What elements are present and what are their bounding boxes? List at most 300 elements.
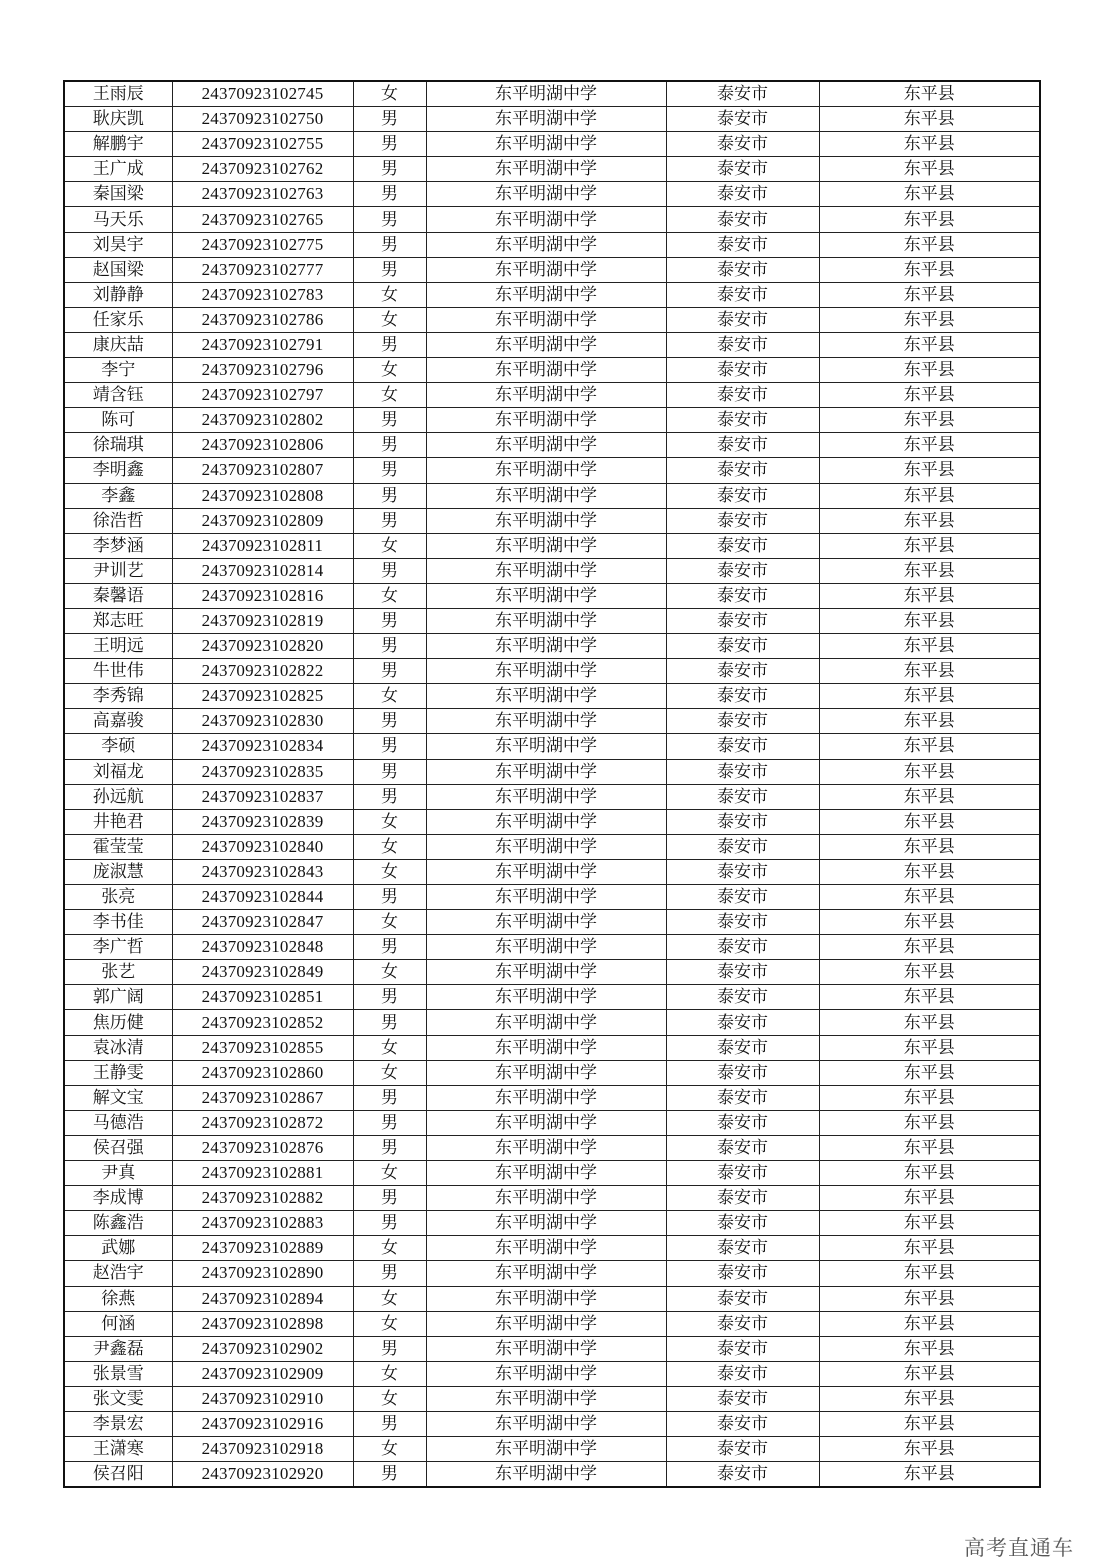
cell-school: 东平明湖中学 <box>426 809 666 834</box>
cell-gender: 男 <box>353 1135 426 1160</box>
cell-gender: 女 <box>353 1386 426 1411</box>
cell-county: 东平县 <box>819 1035 1040 1060</box>
table-row <box>64 383 1040 408</box>
cell-exam-id: 24370923102814 <box>172 558 353 583</box>
cell-county: 东平县 <box>819 734 1040 759</box>
table-row <box>64 634 1040 659</box>
cell-city: 泰安市 <box>666 458 819 483</box>
cell-gender: 男 <box>353 1336 426 1361</box>
cell-gender: 男 <box>353 458 426 483</box>
cell-exam-id: 24370923102796 <box>172 358 353 383</box>
cell-gender: 男 <box>353 784 426 809</box>
table-row <box>64 659 1040 684</box>
cell-city: 泰安市 <box>666 182 819 207</box>
cell-county: 东平县 <box>819 809 1040 834</box>
cell-name: 李明鑫 <box>64 458 172 483</box>
cell-name: 袁冰清 <box>64 1035 172 1060</box>
cell-gender: 女 <box>353 809 426 834</box>
table-row <box>64 81 1040 107</box>
cell-name: 李鑫 <box>64 483 172 508</box>
cell-county: 东平县 <box>819 910 1040 935</box>
cell-school: 东平明湖中学 <box>426 1135 666 1160</box>
cell-name: 王广成 <box>64 157 172 182</box>
cell-exam-id: 24370923102783 <box>172 282 353 307</box>
cell-exam-id: 24370923102822 <box>172 659 353 684</box>
cell-city: 泰安市 <box>666 1261 819 1286</box>
cell-name: 任家乐 <box>64 307 172 332</box>
cell-gender: 男 <box>353 433 426 458</box>
cell-county: 东平县 <box>819 1462 1040 1488</box>
table-row <box>64 1462 1040 1488</box>
cell-county: 东平县 <box>819 885 1040 910</box>
cell-county: 东平县 <box>819 282 1040 307</box>
cell-county: 东平县 <box>819 182 1040 207</box>
cell-name: 解鹏宇 <box>64 132 172 157</box>
cell-city: 泰安市 <box>666 1437 819 1462</box>
cell-exam-id: 24370923102765 <box>172 207 353 232</box>
table-row <box>64 1085 1040 1110</box>
cell-city: 泰安市 <box>666 910 819 935</box>
table-row <box>64 1186 1040 1211</box>
cell-school: 东平明湖中学 <box>426 659 666 684</box>
cell-exam-id: 24370923102867 <box>172 1085 353 1110</box>
cell-name: 李景宏 <box>64 1411 172 1436</box>
cell-name: 秦国梁 <box>64 182 172 207</box>
cell-exam-id: 24370923102806 <box>172 433 353 458</box>
cell-county: 东平县 <box>819 1437 1040 1462</box>
table-row <box>64 1286 1040 1311</box>
cell-school: 东平明湖中学 <box>426 1035 666 1060</box>
cell-name: 牛世伟 <box>64 659 172 684</box>
cell-exam-id: 24370923102835 <box>172 759 353 784</box>
cell-county: 东平县 <box>819 1411 1040 1436</box>
table-row <box>64 1110 1040 1135</box>
cell-gender: 女 <box>353 684 426 709</box>
cell-city: 泰安市 <box>666 784 819 809</box>
cell-exam-id: 24370923102755 <box>172 132 353 157</box>
cell-name: 马天乐 <box>64 207 172 232</box>
cell-exam-id: 24370923102811 <box>172 533 353 558</box>
cell-exam-id: 24370923102840 <box>172 834 353 859</box>
cell-exam-id: 24370923102825 <box>172 684 353 709</box>
cell-school: 东平明湖中学 <box>426 608 666 633</box>
cell-school: 东平明湖中学 <box>426 182 666 207</box>
cell-gender: 女 <box>353 1437 426 1462</box>
cell-city: 泰安市 <box>666 383 819 408</box>
cell-city: 泰安市 <box>666 960 819 985</box>
cell-name: 焦历健 <box>64 1010 172 1035</box>
cell-county: 东平县 <box>819 634 1040 659</box>
cell-school: 东平明湖中学 <box>426 232 666 257</box>
cell-school: 东平明湖中学 <box>426 1085 666 1110</box>
cell-school: 东平明湖中学 <box>426 885 666 910</box>
cell-city: 泰安市 <box>666 282 819 307</box>
cell-exam-id: 24370923102918 <box>172 1437 353 1462</box>
cell-name: 张文雯 <box>64 1386 172 1411</box>
table-row <box>64 960 1040 985</box>
table-row <box>64 157 1040 182</box>
cell-city: 泰安市 <box>666 307 819 332</box>
cell-gender: 女 <box>353 282 426 307</box>
cell-exam-id: 24370923102909 <box>172 1361 353 1386</box>
cell-gender: 女 <box>353 1361 426 1386</box>
cell-exam-id: 24370923102843 <box>172 859 353 884</box>
cell-city: 泰安市 <box>666 1411 819 1436</box>
cell-school: 东平明湖中学 <box>426 358 666 383</box>
cell-county: 东平县 <box>819 533 1040 558</box>
cell-county: 东平县 <box>819 1286 1040 1311</box>
cell-exam-id: 24370923102775 <box>172 232 353 257</box>
cell-school: 东平明湖中学 <box>426 332 666 357</box>
cell-city: 泰安市 <box>666 1135 819 1160</box>
cell-exam-id: 24370923102807 <box>172 458 353 483</box>
cell-exam-id: 24370923102872 <box>172 1110 353 1135</box>
cell-school: 东平明湖中学 <box>426 157 666 182</box>
cell-school: 东平明湖中学 <box>426 1060 666 1085</box>
table-row <box>64 910 1040 935</box>
cell-school: 东平明湖中学 <box>426 1010 666 1035</box>
table-row <box>64 1411 1040 1436</box>
cell-city: 泰安市 <box>666 583 819 608</box>
cell-exam-id: 24370923102791 <box>172 332 353 357</box>
table-row <box>64 1311 1040 1336</box>
student-table <box>63 80 1041 1488</box>
cell-city: 泰安市 <box>666 1186 819 1211</box>
cell-name: 李书佳 <box>64 910 172 935</box>
cell-city: 泰安市 <box>666 508 819 533</box>
cell-county: 东平县 <box>819 608 1040 633</box>
table-row <box>64 483 1040 508</box>
cell-city: 泰安市 <box>666 1060 819 1085</box>
cell-city: 泰安市 <box>666 1035 819 1060</box>
cell-name: 刘静静 <box>64 282 172 307</box>
cell-exam-id: 24370923102890 <box>172 1261 353 1286</box>
cell-gender: 男 <box>353 659 426 684</box>
table-row <box>64 132 1040 157</box>
cell-school: 东平明湖中学 <box>426 583 666 608</box>
cell-exam-id: 24370923102762 <box>172 157 353 182</box>
cell-county: 东平县 <box>819 834 1040 859</box>
cell-school: 东平明湖中学 <box>426 1236 666 1261</box>
cell-school: 东平明湖中学 <box>426 458 666 483</box>
cell-gender: 男 <box>353 483 426 508</box>
cell-name: 庞淑慧 <box>64 859 172 884</box>
table-row <box>64 107 1040 132</box>
table-row <box>64 859 1040 884</box>
cell-city: 泰安市 <box>666 1010 819 1035</box>
cell-name: 赵国梁 <box>64 257 172 282</box>
cell-name: 尹真 <box>64 1161 172 1186</box>
cell-county: 东平县 <box>819 684 1040 709</box>
cell-name: 郑志旺 <box>64 608 172 633</box>
table-row <box>64 458 1040 483</box>
cell-exam-id: 24370923102848 <box>172 935 353 960</box>
cell-county: 东平县 <box>819 383 1040 408</box>
cell-exam-id: 24370923102777 <box>172 257 353 282</box>
cell-city: 泰安市 <box>666 1311 819 1336</box>
cell-county: 东平县 <box>819 332 1040 357</box>
cell-city: 泰安市 <box>666 408 819 433</box>
cell-school: 东平明湖中学 <box>426 1437 666 1462</box>
table-row <box>64 1361 1040 1386</box>
cell-gender: 男 <box>353 608 426 633</box>
cell-name: 康庆喆 <box>64 332 172 357</box>
cell-exam-id: 24370923102809 <box>172 508 353 533</box>
cell-exam-id: 24370923102847 <box>172 910 353 935</box>
cell-city: 泰安市 <box>666 935 819 960</box>
cell-name: 尹鑫磊 <box>64 1336 172 1361</box>
cell-school: 东平明湖中学 <box>426 107 666 132</box>
table-row <box>64 684 1040 709</box>
cell-exam-id: 24370923102851 <box>172 985 353 1010</box>
cell-county: 东平县 <box>819 1261 1040 1286</box>
cell-exam-id: 24370923102802 <box>172 408 353 433</box>
table-row <box>64 307 1040 332</box>
table-row <box>64 1060 1040 1085</box>
cell-name: 徐燕 <box>64 1286 172 1311</box>
cell-city: 泰安市 <box>666 1462 819 1488</box>
cell-gender: 男 <box>353 408 426 433</box>
cell-exam-id: 24370923102745 <box>172 81 353 107</box>
cell-name: 张景雪 <box>64 1361 172 1386</box>
cell-city: 泰安市 <box>666 232 819 257</box>
table-row <box>64 433 1040 458</box>
table-row <box>64 232 1040 257</box>
cell-city: 泰安市 <box>666 1286 819 1311</box>
cell-gender: 男 <box>353 508 426 533</box>
cell-gender: 男 <box>353 885 426 910</box>
table-row <box>64 358 1040 383</box>
cell-county: 东平县 <box>819 1135 1040 1160</box>
cell-school: 东平明湖中学 <box>426 684 666 709</box>
cell-name: 赵浩宇 <box>64 1261 172 1286</box>
cell-name: 刘福龙 <box>64 759 172 784</box>
cell-county: 东平县 <box>819 1386 1040 1411</box>
cell-gender: 男 <box>353 332 426 357</box>
cell-school: 东平明湖中学 <box>426 935 666 960</box>
cell-gender: 男 <box>353 985 426 1010</box>
cell-city: 泰安市 <box>666 885 819 910</box>
cell-county: 东平县 <box>819 759 1040 784</box>
cell-county: 东平县 <box>819 1336 1040 1361</box>
cell-county: 东平县 <box>819 232 1040 257</box>
cell-name: 张亮 <box>64 885 172 910</box>
cell-gender: 女 <box>353 307 426 332</box>
cell-school: 东平明湖中学 <box>426 910 666 935</box>
cell-school: 东平明湖中学 <box>426 960 666 985</box>
table-row <box>64 1010 1040 1035</box>
cell-exam-id: 24370923102902 <box>172 1336 353 1361</box>
table-row <box>64 1035 1040 1060</box>
cell-school: 东平明湖中学 <box>426 709 666 734</box>
cell-gender: 男 <box>353 1110 426 1135</box>
cell-school: 东平明湖中学 <box>426 408 666 433</box>
cell-city: 泰安市 <box>666 1386 819 1411</box>
table-row <box>64 1236 1040 1261</box>
cell-county: 东平县 <box>819 107 1040 132</box>
cell-county: 东平县 <box>819 558 1040 583</box>
cell-gender: 男 <box>353 709 426 734</box>
cell-exam-id: 24370923102881 <box>172 1161 353 1186</box>
cell-gender: 女 <box>353 834 426 859</box>
cell-school: 东平明湖中学 <box>426 1110 666 1135</box>
table-row <box>64 809 1040 834</box>
cell-county: 东平县 <box>819 508 1040 533</box>
cell-county: 东平县 <box>819 207 1040 232</box>
cell-name: 尹训艺 <box>64 558 172 583</box>
cell-exam-id: 24370923102898 <box>172 1311 353 1336</box>
cell-city: 泰安市 <box>666 634 819 659</box>
cell-exam-id: 24370923102889 <box>172 1236 353 1261</box>
cell-city: 泰安市 <box>666 608 819 633</box>
cell-name: 高嘉骏 <box>64 709 172 734</box>
cell-county: 东平县 <box>819 935 1040 960</box>
cell-gender: 男 <box>353 157 426 182</box>
cell-city: 泰安市 <box>666 107 819 132</box>
table-row <box>64 608 1040 633</box>
cell-name: 耿庆凯 <box>64 107 172 132</box>
cell-city: 泰安市 <box>666 834 819 859</box>
cell-county: 东平县 <box>819 659 1040 684</box>
cell-city: 泰安市 <box>666 81 819 107</box>
cell-school: 东平明湖中学 <box>426 1286 666 1311</box>
cell-exam-id: 24370923102830 <box>172 709 353 734</box>
cell-gender: 女 <box>353 81 426 107</box>
cell-city: 泰安市 <box>666 684 819 709</box>
cell-gender: 女 <box>353 1286 426 1311</box>
cell-county: 东平县 <box>819 81 1040 107</box>
cell-exam-id: 24370923102894 <box>172 1286 353 1311</box>
cell-county: 东平县 <box>819 1110 1040 1135</box>
cell-city: 泰安市 <box>666 1085 819 1110</box>
cell-county: 东平县 <box>819 1085 1040 1110</box>
cell-exam-id: 24370923102786 <box>172 307 353 332</box>
cell-county: 东平县 <box>819 257 1040 282</box>
cell-county: 东平县 <box>819 859 1040 884</box>
cell-name: 武娜 <box>64 1236 172 1261</box>
cell-name: 徐瑞琪 <box>64 433 172 458</box>
cell-gender: 女 <box>353 1161 426 1186</box>
cell-school: 东平明湖中学 <box>426 433 666 458</box>
cell-gender: 男 <box>353 107 426 132</box>
watermark-text: 高考直通车 <box>964 1536 1074 1560</box>
table-row <box>64 533 1040 558</box>
cell-gender: 男 <box>353 1411 426 1436</box>
cell-school: 东平明湖中学 <box>426 282 666 307</box>
cell-gender: 女 <box>353 383 426 408</box>
cell-exam-id: 24370923102820 <box>172 634 353 659</box>
cell-gender: 男 <box>353 634 426 659</box>
cell-school: 东平明湖中学 <box>426 1311 666 1336</box>
cell-name: 李梦涵 <box>64 533 172 558</box>
cell-county: 东平县 <box>819 1186 1040 1211</box>
cell-county: 东平县 <box>819 1361 1040 1386</box>
cell-school: 东平明湖中学 <box>426 1411 666 1436</box>
cell-name: 王明远 <box>64 634 172 659</box>
cell-name: 王静雯 <box>64 1060 172 1085</box>
cell-name: 孙远航 <box>64 784 172 809</box>
cell-exam-id: 24370923102855 <box>172 1035 353 1060</box>
cell-county: 东平县 <box>819 1161 1040 1186</box>
cell-gender: 女 <box>353 583 426 608</box>
cell-county: 东平县 <box>819 583 1040 608</box>
cell-school: 东平明湖中学 <box>426 207 666 232</box>
cell-name: 靖含钰 <box>64 383 172 408</box>
cell-city: 泰安市 <box>666 734 819 759</box>
cell-gender: 男 <box>353 1261 426 1286</box>
cell-exam-id: 24370923102839 <box>172 809 353 834</box>
table-row <box>64 759 1040 784</box>
cell-city: 泰安市 <box>666 533 819 558</box>
table-row <box>64 784 1040 809</box>
cell-school: 东平明湖中学 <box>426 985 666 1010</box>
cell-county: 东平县 <box>819 709 1040 734</box>
cell-exam-id: 24370923102883 <box>172 1211 353 1236</box>
cell-school: 东平明湖中学 <box>426 834 666 859</box>
cell-gender: 男 <box>353 207 426 232</box>
table-row <box>64 508 1040 533</box>
cell-city: 泰安市 <box>666 207 819 232</box>
cell-gender: 男 <box>353 1211 426 1236</box>
cell-school: 东平明湖中学 <box>426 558 666 583</box>
cell-gender: 男 <box>353 1010 426 1035</box>
cell-gender: 男 <box>353 759 426 784</box>
cell-gender: 男 <box>353 935 426 960</box>
cell-exam-id: 24370923102837 <box>172 784 353 809</box>
cell-city: 泰安市 <box>666 985 819 1010</box>
cell-city: 泰安市 <box>666 257 819 282</box>
cell-city: 泰安市 <box>666 759 819 784</box>
cell-county: 东平县 <box>819 1236 1040 1261</box>
table-row <box>64 1161 1040 1186</box>
cell-county: 东平县 <box>819 1060 1040 1085</box>
cell-city: 泰安市 <box>666 709 819 734</box>
table-row <box>64 885 1040 910</box>
cell-gender: 女 <box>353 1311 426 1336</box>
cell-city: 泰安市 <box>666 132 819 157</box>
cell-exam-id: 24370923102834 <box>172 734 353 759</box>
table-row <box>64 935 1040 960</box>
cell-city: 泰安市 <box>666 809 819 834</box>
table-row <box>64 1211 1040 1236</box>
table-row <box>64 583 1040 608</box>
table-row <box>64 257 1040 282</box>
table-row <box>64 1336 1040 1361</box>
cell-gender: 女 <box>353 533 426 558</box>
cell-exam-id: 24370923102860 <box>172 1060 353 1085</box>
table-row <box>64 709 1040 734</box>
cell-county: 东平县 <box>819 132 1040 157</box>
cell-exam-id: 24370923102808 <box>172 483 353 508</box>
cell-city: 泰安市 <box>666 332 819 357</box>
table-row <box>64 1135 1040 1160</box>
cell-school: 东平明湖中学 <box>426 533 666 558</box>
cell-name: 张艺 <box>64 960 172 985</box>
cell-gender: 女 <box>353 1060 426 1085</box>
cell-gender: 男 <box>353 1462 426 1488</box>
cell-school: 东平明湖中学 <box>426 1336 666 1361</box>
cell-county: 东平县 <box>819 408 1040 433</box>
cell-city: 泰安市 <box>666 483 819 508</box>
cell-school: 东平明湖中学 <box>426 1361 666 1386</box>
cell-exam-id: 24370923102852 <box>172 1010 353 1035</box>
cell-name: 马德浩 <box>64 1110 172 1135</box>
cell-exam-id: 24370923102844 <box>172 885 353 910</box>
cell-city: 泰安市 <box>666 1110 819 1135</box>
cell-name: 李秀锦 <box>64 684 172 709</box>
cell-gender: 女 <box>353 1035 426 1060</box>
cell-name: 李成博 <box>64 1186 172 1211</box>
